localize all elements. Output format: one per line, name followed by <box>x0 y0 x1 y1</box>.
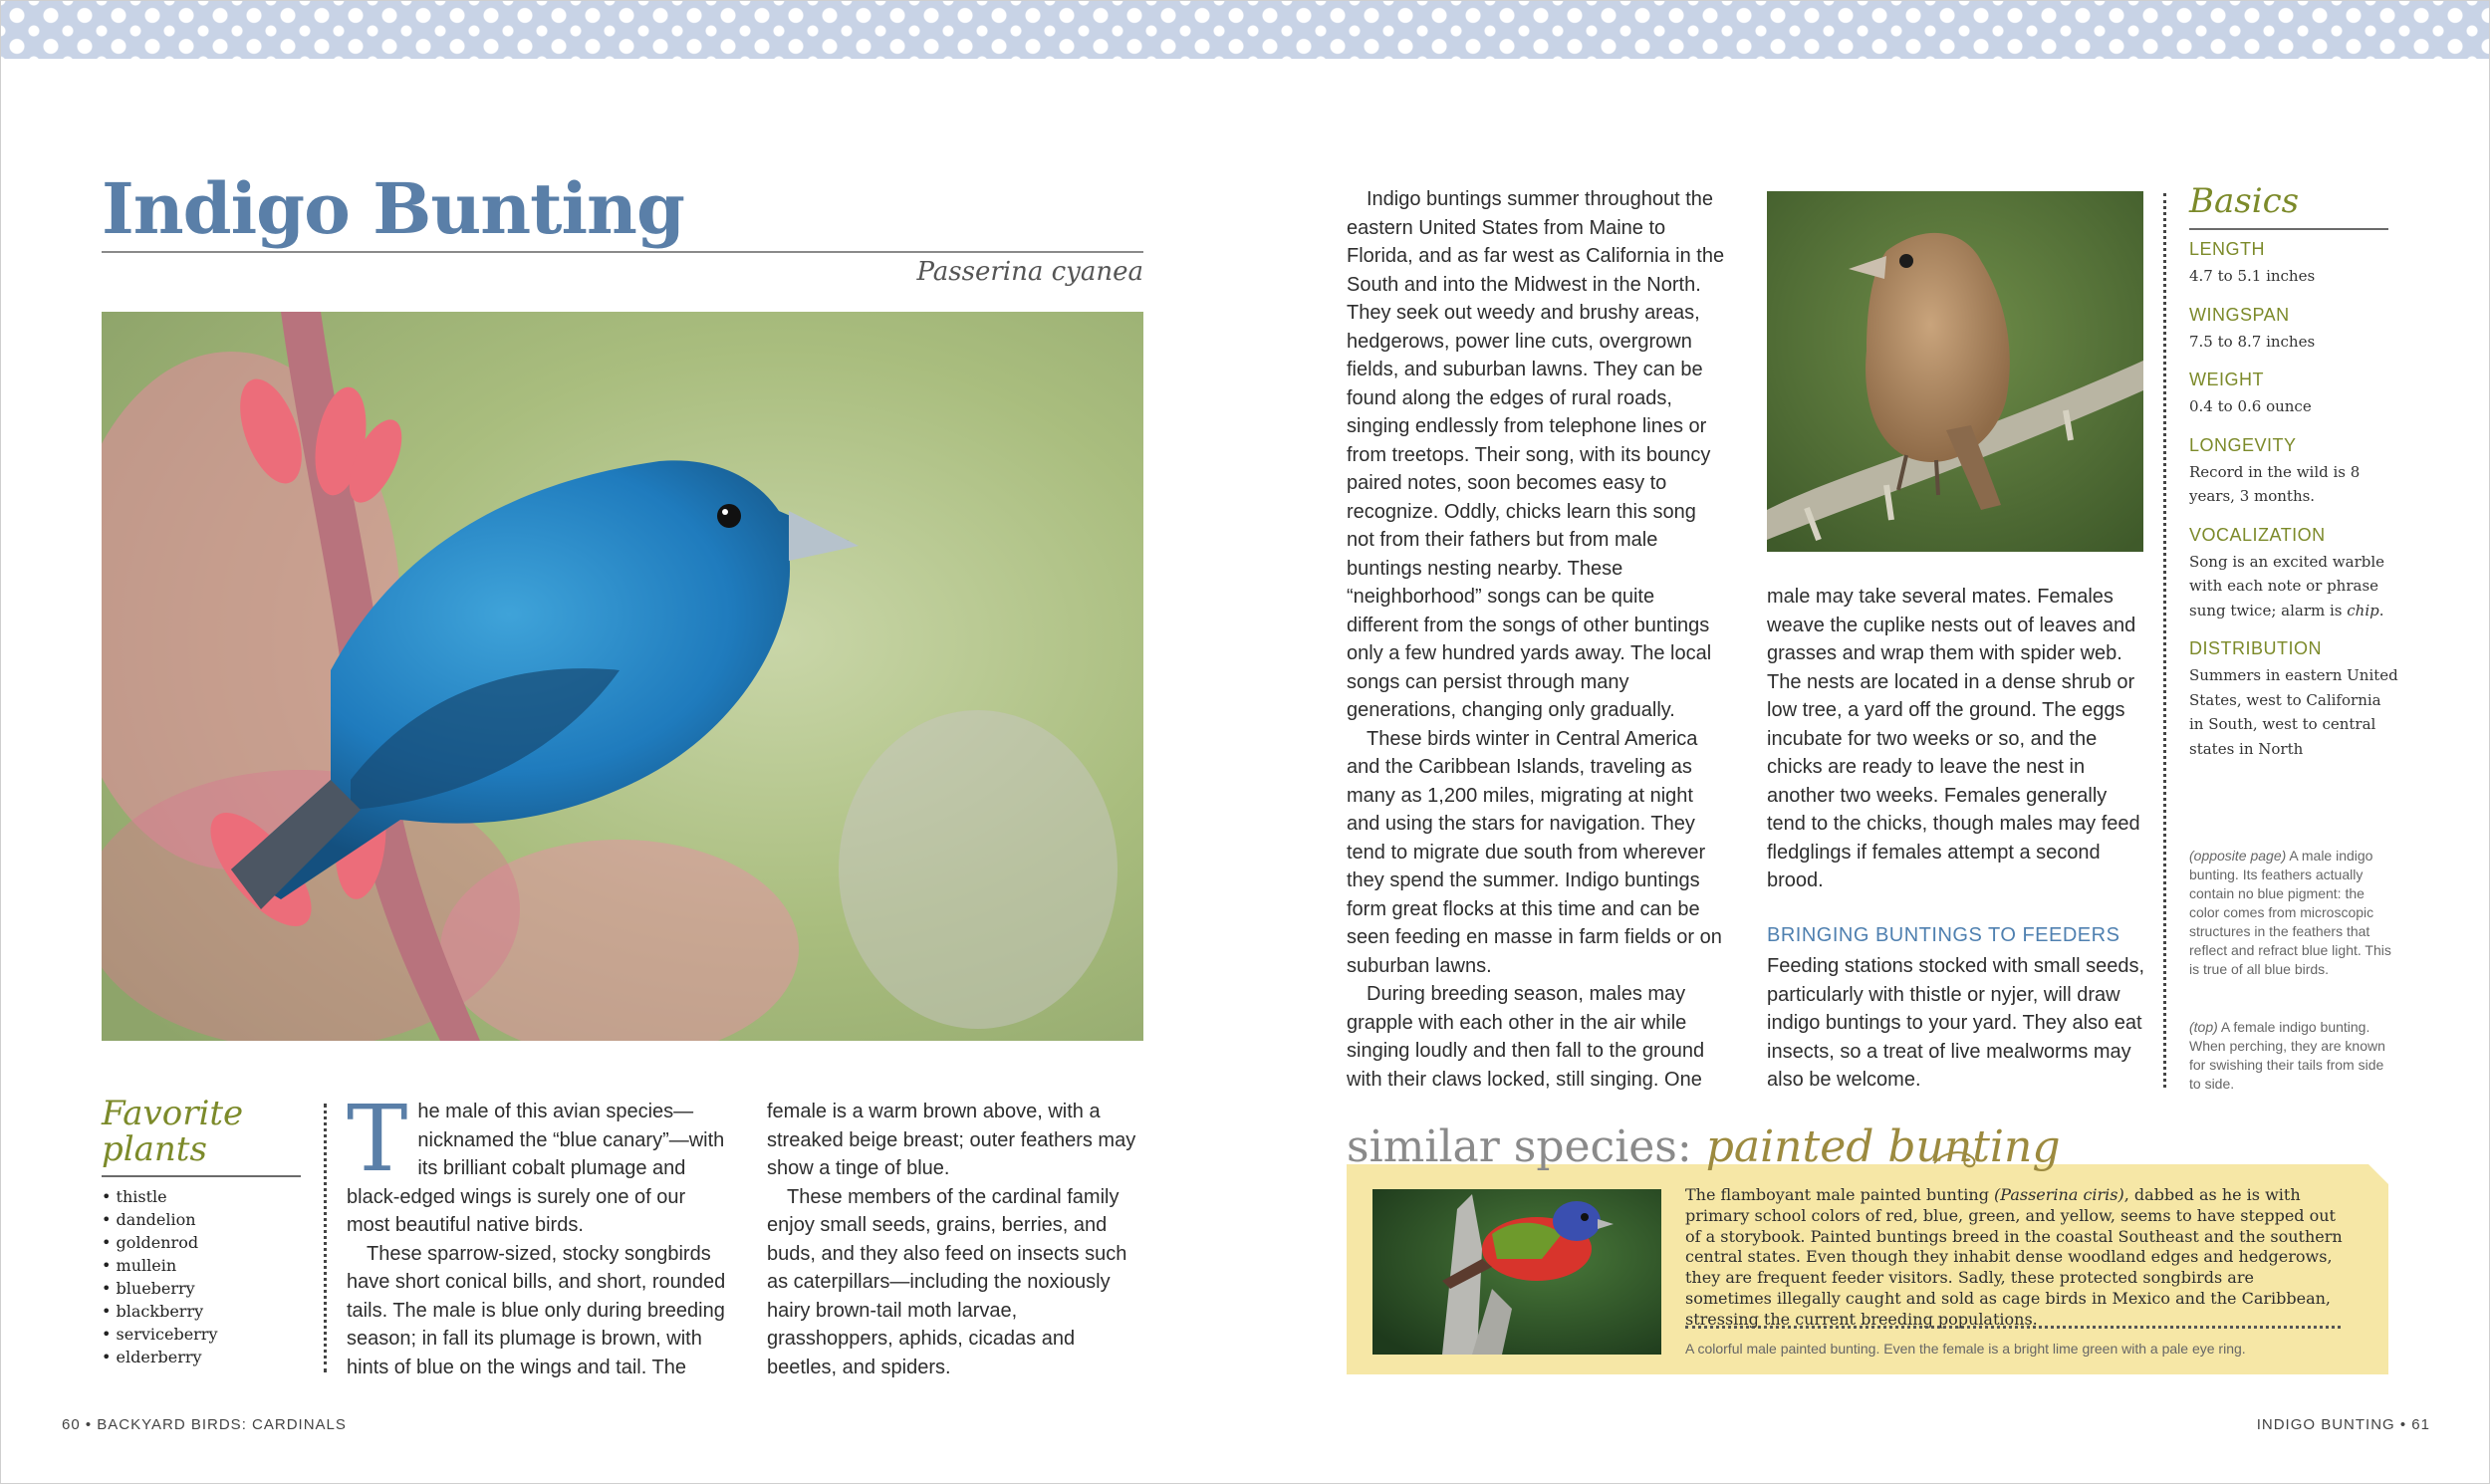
similar-latin: (Passerina ciris) <box>1994 1185 2124 1204</box>
plant-item: • goldenrod <box>102 1231 218 1254</box>
wingspan-label: WINGSPAN <box>2189 304 2290 325</box>
similar-species-caption: A colorful male painted bunting. Even the female is a bright lime green with a pale eye ring. <box>1685 1341 2246 1357</box>
intro-paragraph-2: These sparrow-sized, stocky songbirds have short conical bills, and short, rounded tails. The male is blue only during breeding season; in fall its plumage is brown, with hints of blue on the wings and tail. The <box>347 1242 726 1378</box>
feeders-heading: BRINGING BUNTINGS TO FEEDERS <box>1767 924 2120 946</box>
basics-facts <box>2189 239 2398 761</box>
plant-item: • blackberry <box>102 1300 218 1323</box>
length-value: 4.7 to 5.1 inches <box>2189 267 2316 285</box>
feeders-paragraph: Feeding stations stocked with small seeds, particularly with thistle or nyjer, will draw indigo buntings to your yard. They also eat insects, so a treat of live mealworms may also be welcome. <box>1767 955 2145 1091</box>
intro-paragraph-4: These members of the cardinal family enjoy small seeds, grains, berries, and buds, and they also feed on insects such as caterpillars—including the noxiously hairy brown-tail moth larvae, grasshoppers, aphids, cicadas and beetles, and spiders. <box>767 1185 1127 1378</box>
vocalization-value <box>2189 550 2398 623</box>
similar-title-plain: similar species: <box>1347 1121 1706 1172</box>
longevity-label: LONGEVITY <box>2189 434 2297 455</box>
latin-name: Passerina cyanea <box>916 257 1143 287</box>
vocalization-end: . <box>2378 601 2384 619</box>
similar-dotted-rule <box>1685 1326 2341 1329</box>
breeding-paragraph: During breeding season, males may grapple with each other in the air while singing loudly and then fall to the ground with their claws locked, still singing. One <box>1347 983 1705 1091</box>
weight-label: WEIGHT <box>2189 370 2264 389</box>
plant-item: • dandelion <box>102 1208 218 1231</box>
intro-paragraph-1 <box>347 1086 727 1240</box>
page-title: Indigo Bunting <box>102 167 684 250</box>
length-label: LENGTH <box>2189 239 2266 259</box>
painted-bunting-photo <box>1372 1189 1661 1355</box>
range-paragraph: Indigo buntings summer throughout the eastern United States from Maine to Florida, and as far west as California in the South and into the Midwest in the North. They seek out weedy and brushy areas, hedgerows, power line cuts, overgrown fields, and suburban lawns. They can be found along the edges of rural roads, singing endlessly from telephone lines or from treetops. Their song, with its bouncy paired notes, soon becomes easy to recognize. Oddly, chicks learn this song not from their fathers but from male buntings nesting nearby. These “neighborhood” songs can be quite different from the songs of other buntings only a few hundred yards away. The local songs can persist through many generations, changing only gradually. <box>1347 188 1725 721</box>
plant-item: • serviceberry <box>102 1323 218 1346</box>
intro-column-2 <box>767 1098 1143 1381</box>
distribution-label: DISTRIBUTION <box>2189 638 2323 658</box>
basics-rule <box>2189 228 2388 230</box>
right-column-1 <box>1347 185 1725 1094</box>
caption-text: A male indigo bunting. Its feathers actually contain no blue pigment: the color comes from microscopic structures in the feathers that reflect and refract blue light. This is true of all blue birds. <box>2189 848 2391 977</box>
wingspan-value: 7.5 to 8.7 inches <box>2189 332 2316 351</box>
vocalization-emphasis: chip <box>2347 601 2379 619</box>
basics-title: Basics <box>2189 181 2300 221</box>
female-indigo-bunting-photo <box>1767 191 2143 552</box>
right-column-2 <box>1767 583 2145 895</box>
distribution-value: Summers in eastern United States, west to California in South, west to central states in North <box>2189 666 2398 758</box>
plant-item: • mullein <box>102 1254 218 1277</box>
caption-opposite-page <box>2189 847 2398 979</box>
vocalization-label: VOCALIZATION <box>2189 524 2326 545</box>
swirl-ornament-icon <box>1932 1143 1982 1171</box>
vocalization-text: Song is an excited warble with each note or phrase sung twice; alarm is <box>2189 552 2385 619</box>
intro-text: he male of this avian species—nicknamed the “blue canary”—with its brilliant cobalt plumage and black-edged wings is surely one of our most beautiful native birds. <box>347 1101 725 1236</box>
folio-right: INDIGO BUNTING • 61 <box>2256 1416 2430 1433</box>
favorite-plants-list <box>102 1185 218 1368</box>
favorite-plants-rule <box>102 1175 301 1177</box>
decorative-top-border <box>0 0 2490 62</box>
folio-left: 60 • BACKYARD BIRDS: CARDINALS <box>62 1416 347 1433</box>
winter-paragraph: These birds winter in Central America and the Caribbean Islands, traveling as many as 1,200 miles, migrating at night and using the stars for navigation. They tend to migrate due south from wherever they spend the summer. Indigo buntings form great flocks at this time and can be seen feeding en masse in farm fields or on suburban lawns. <box>1347 727 1722 977</box>
intro-column-1 <box>347 1086 727 1381</box>
caption-tag: (opposite page) <box>2189 848 2287 864</box>
caption-top <box>2189 1018 2398 1094</box>
plant-item: • thistle <box>102 1185 218 1208</box>
intro-paragraph-3: female is a warm brown above, with a streaked beige breast; outer feathers may show a tinge of blue. <box>767 1101 1136 1179</box>
plant-item: • elderberry <box>102 1346 218 1368</box>
similar-title-italic: painted bunting <box>1705 1121 2061 1172</box>
caption-text: A female indigo bunting. When perching, they are known for swishing their tails from side to side. <box>2189 1019 2385 1092</box>
longevity-value: Record in the wild is 8 years, 3 months. <box>2189 462 2361 505</box>
favorite-plants-title: Favorite plants <box>102 1094 244 1169</box>
dotted-divider-basics <box>2163 193 2166 1088</box>
feeders-column <box>1767 952 2145 1095</box>
male-indigo-bunting-photo <box>102 312 1143 1041</box>
weight-value: 0.4 to 0.6 ounce <box>2189 397 2312 415</box>
plant-item: • blueberry <box>102 1277 218 1300</box>
dotted-divider <box>324 1104 327 1372</box>
title-rule <box>102 251 1143 253</box>
caption-tag: (top) <box>2189 1019 2218 1035</box>
drop-cap: T <box>347 1086 408 1192</box>
similar-species-text <box>1685 1185 2343 1331</box>
nesting-paragraph: male may take several mates. Females weave the cuplike nests out of leaves and grasses and wrap them with spider web. The nests are located in a dense shrub or low tree, a yard off the ground. The eggs incubate for two weeks or so, and the chicks are ready to leave the nest in another two weeks. Females generally tend to the chicks, though males may feed fledglings if females attempt a second brood. <box>1767 586 2140 891</box>
similar-text-b: , dabbed as he is with primary school colors of red, blue, green, and yellow, seems to have stepped out of a storybook. Painted buntings breed in the coastal Southeast and the southern central states. Even though they inhabit dense woodland edges and hedgerows, they are frequent feeder visitors. Sadly, these protected songbirds are sometimes illegally caught and sold as cage birds in Mexico and the Caribbean, stressing the current breeding populations. <box>1685 1185 2343 1329</box>
similar-text-a: The flamboyant male painted bunting <box>1685 1185 1995 1204</box>
